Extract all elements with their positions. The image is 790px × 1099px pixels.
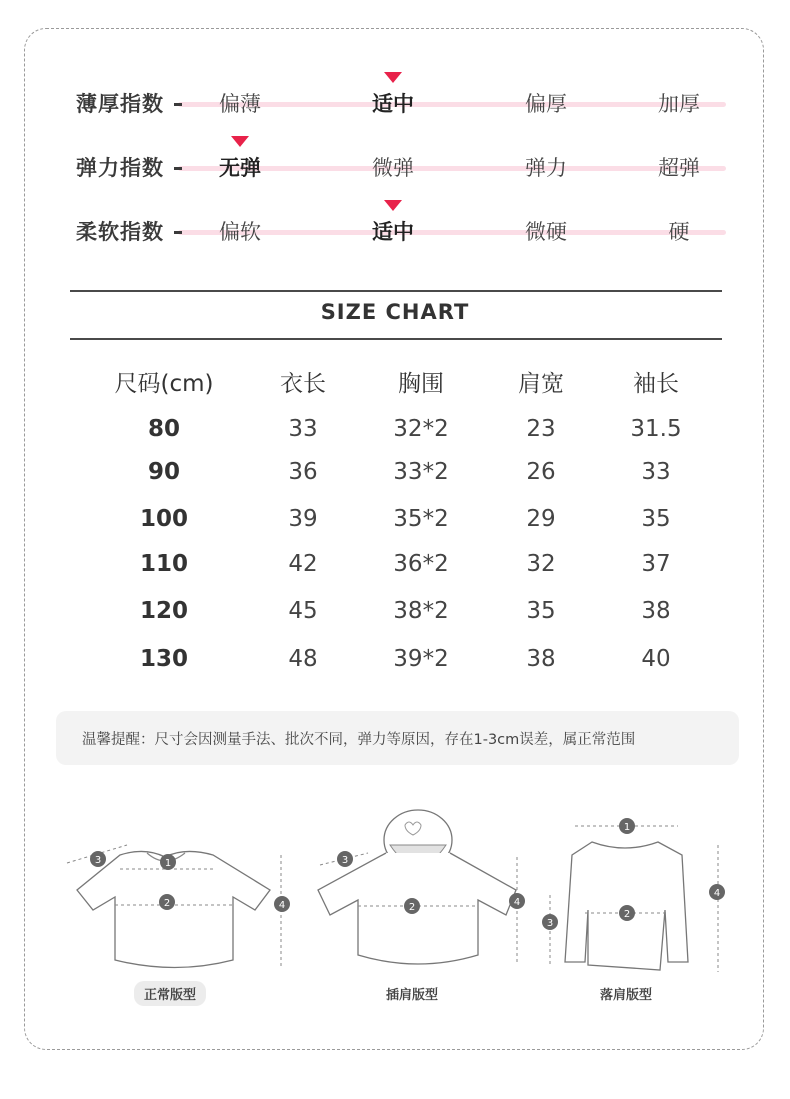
table-cell: 29: [526, 506, 556, 532]
table-cell: 42: [288, 551, 318, 577]
table-cell: 26: [526, 459, 556, 485]
size-cell: 110: [139, 551, 188, 577]
table-cell: 48: [288, 646, 318, 672]
index-label: 柔软指数: [76, 220, 164, 244]
selected-marker-icon: [384, 200, 402, 211]
index-dash: [174, 231, 182, 234]
svg-text:2: 2: [163, 898, 171, 909]
index-label: 弹力指数: [76, 156, 164, 180]
table-header: 袖长: [633, 371, 679, 397]
table-cell: 37: [641, 551, 671, 577]
normal-fit-diagram: [55, 835, 305, 980]
table-cell: 45: [288, 598, 318, 624]
size-chart-title: SIZE CHART: [320, 300, 470, 324]
index-row: [0, 82, 790, 122]
svg-text:3: 3: [546, 918, 554, 929]
index-label: 薄厚指数: [76, 92, 164, 116]
marker-2: [159, 894, 175, 910]
svg-text:2: 2: [408, 902, 416, 913]
notice-text: 温馨提醒：尺寸会因测量手法、批次不同，弹力等原因，存在1-3cm误差，属正常范围: [82, 732, 636, 748]
size-cell: 100: [139, 506, 188, 532]
raglan-fit-diagram: [308, 805, 538, 980]
svg-text:3: 3: [341, 855, 349, 866]
notice-box: [56, 711, 739, 765]
index-option: 超弹: [658, 156, 700, 180]
size-cell: 90: [147, 459, 180, 485]
raglan-fit-caption: 插肩版型: [386, 988, 439, 1003]
svg-text:4: 4: [278, 900, 286, 911]
marker-3: [337, 851, 353, 867]
index-option: 偏软: [219, 220, 261, 244]
table-cell: 36: [288, 459, 318, 485]
marker-4: [709, 884, 725, 900]
table-top-rule: [70, 290, 722, 292]
table-cell: 39: [288, 506, 318, 532]
table-cell: 35: [526, 598, 556, 624]
size-cell: 120: [139, 598, 188, 624]
table-cell: 36*2: [393, 551, 449, 577]
drop-shoulder-caption: 落肩版型: [600, 988, 653, 1003]
marker-2: [404, 898, 420, 914]
marker-4: [509, 893, 525, 909]
marker-3: [90, 851, 106, 867]
selected-marker-icon: [384, 72, 402, 83]
table-cell: 32*2: [393, 416, 449, 442]
index-option: 适中: [372, 220, 414, 244]
index-option: 偏薄: [219, 92, 261, 116]
index-option: 弹力: [525, 156, 567, 180]
table-title-rule: [70, 338, 722, 340]
table-cell: 33: [641, 459, 671, 485]
table-header: 胸围: [398, 371, 444, 397]
index-option: 无弹: [219, 156, 261, 180]
marker-2: [619, 905, 635, 921]
index-option: 硬: [668, 220, 690, 244]
index-dash: [174, 167, 182, 170]
svg-text:1: 1: [164, 858, 172, 869]
svg-text:4: 4: [513, 897, 521, 908]
index-option: 偏厚: [525, 92, 567, 116]
size-cell: 80: [147, 416, 180, 442]
table-cell: 33: [288, 416, 318, 442]
table-cell: 40: [641, 646, 671, 672]
table-cell: 39*2: [393, 646, 449, 672]
index-dash: [174, 103, 182, 106]
svg-text:3: 3: [94, 855, 102, 866]
marker-4: [274, 896, 290, 912]
table-cell: 38: [641, 598, 671, 624]
table-cell: 23: [526, 416, 556, 442]
size-cell: 130: [139, 646, 188, 672]
drop-shoulder-diagram: [540, 810, 730, 980]
index-row: [0, 146, 790, 186]
marker-1: [619, 818, 635, 834]
svg-text:4: 4: [713, 888, 721, 899]
index-option: 加厚: [658, 92, 700, 116]
svg-text:1: 1: [623, 822, 631, 833]
table-cell: 35: [641, 506, 671, 532]
marker-3: [542, 914, 558, 930]
table-header: 尺码(cm): [114, 371, 214, 397]
index-row: [0, 210, 790, 250]
index-option: 微弹: [372, 156, 414, 180]
table-header: 肩宽: [518, 371, 564, 397]
table-cell: 31.5: [630, 416, 682, 442]
marker-1: [160, 854, 176, 870]
table-cell: 38: [526, 646, 556, 672]
selected-marker-icon: [231, 136, 249, 147]
table-cell: 33*2: [393, 459, 449, 485]
svg-text:2: 2: [623, 909, 631, 920]
table-cell: 32: [526, 551, 556, 577]
normal-fit-caption: 正常版型: [134, 981, 206, 1006]
table-header: 衣长: [280, 371, 326, 397]
table-cell: 35*2: [393, 506, 449, 532]
index-option: 适中: [372, 92, 414, 116]
index-option: 微硬: [525, 220, 567, 244]
table-cell: 38*2: [393, 598, 449, 624]
